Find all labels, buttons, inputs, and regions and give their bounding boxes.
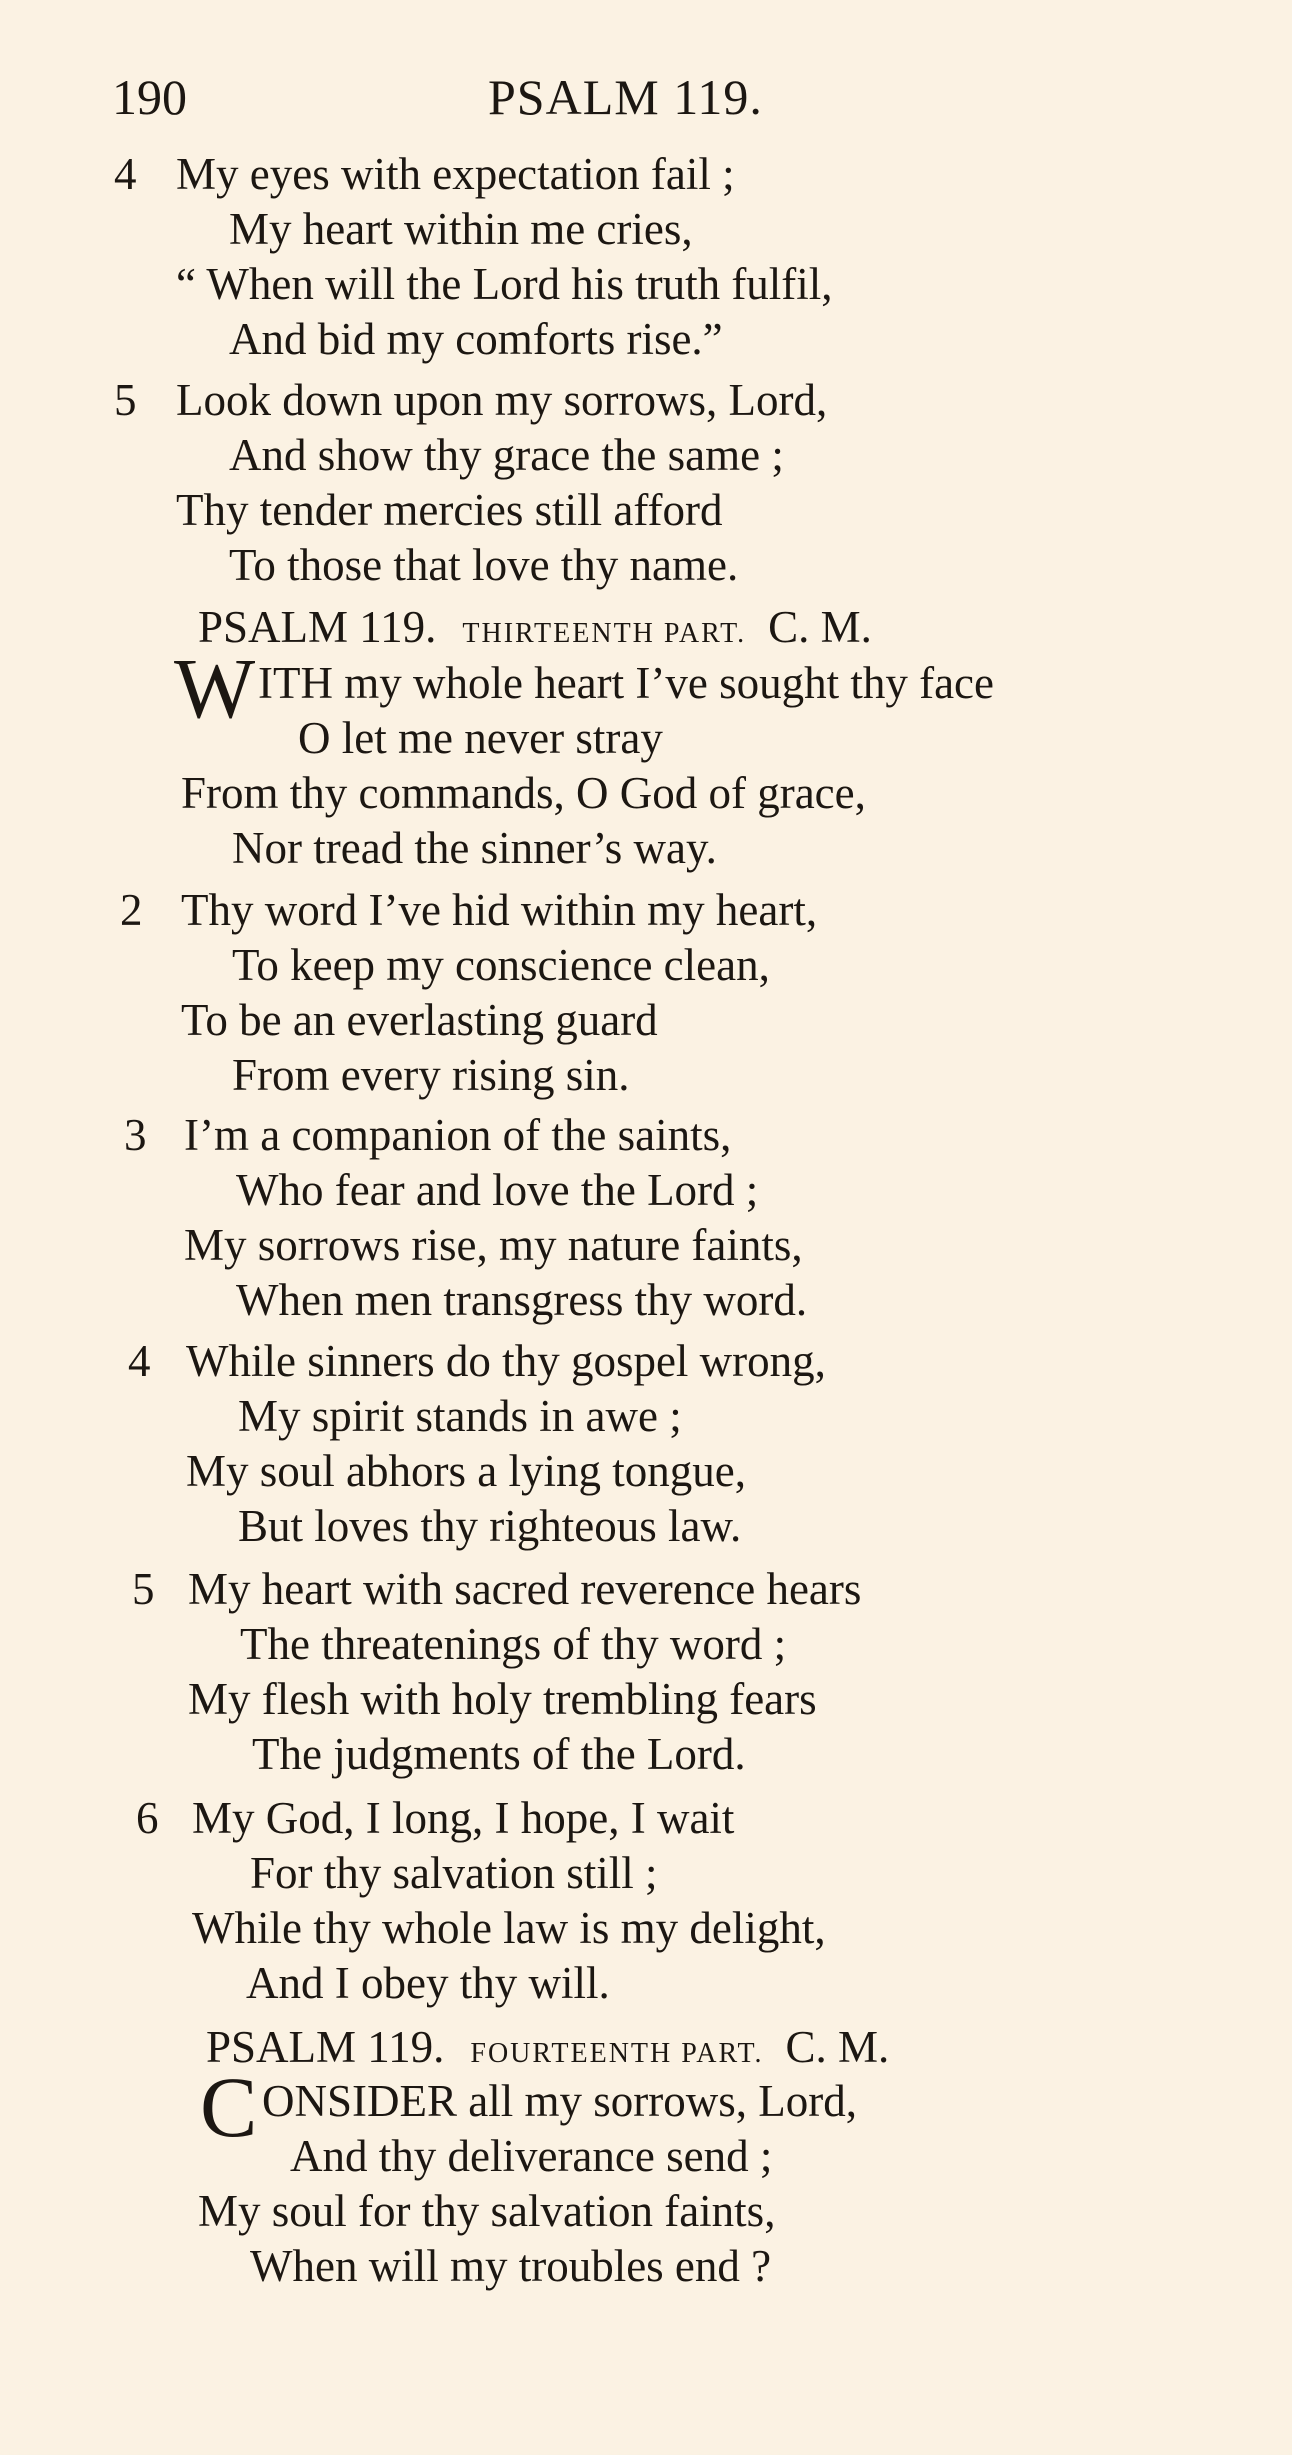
verse-line: To keep my conscience clean, (232, 940, 770, 990)
verse-line: When men transgress thy word. (236, 1275, 808, 1325)
heading-title: PSALM 119. (206, 2022, 445, 2072)
verse-line: My flesh with holy trembling fears (188, 1674, 817, 1724)
verse-line: And I obey thy will. (246, 1958, 610, 2008)
verse-number: 4 (114, 149, 137, 199)
heading-part: FOURTEENTH PART. (470, 2038, 764, 2069)
verse-line: For thy salvation still ; (250, 1848, 658, 1898)
verse-line: While sinners do thy gospel wrong, (186, 1336, 826, 1386)
verse-line: ONSIDER all my sorrows, Lord, (262, 2076, 857, 2126)
running-title: PSALM 119. (488, 69, 763, 125)
verse-line: But loves thy righteous law. (238, 1501, 742, 1551)
verse-number: 3 (124, 1110, 147, 1160)
verse-line: From thy commands, O God of grace, (181, 768, 866, 818)
heading-meter: C. M. (785, 2022, 890, 2072)
heading-title: PSALM 119. (198, 602, 437, 652)
verse-number: 5 (132, 1564, 155, 1614)
verse-line: Thy tender mercies still afford (176, 485, 723, 535)
verse-line: I’m a companion of the saints, (184, 1110, 732, 1160)
verse-line: My heart with sacred reverence hears (188, 1564, 862, 1614)
section-heading-thirteenth (198, 597, 872, 664)
verse-number: 6 (136, 1793, 159, 1843)
heading-part: THIRTEENTH PART. (462, 618, 747, 649)
verse-line: The judgments of the Lord. (252, 1729, 746, 1779)
verse-line: To be an everlasting guard (181, 995, 658, 1045)
verse-line: My eyes with expectation fail ; (176, 149, 735, 199)
drop-cap: W (174, 640, 256, 736)
verse-line: O let me never stray (298, 713, 663, 763)
verse-line: And bid my comforts rise.” (229, 314, 723, 364)
drop-cap: C (200, 2059, 258, 2155)
verse-line: To those that love thy name. (229, 540, 739, 590)
verse-line: And show thy grace the same ; (229, 430, 784, 480)
verse-number: 5 (114, 375, 137, 425)
verse-number: 2 (120, 885, 143, 935)
verse-line: My spirit stands in awe ; (238, 1391, 682, 1441)
heading-meter: C. M. (768, 602, 872, 652)
verse-line: Thy word I’ve hid within my heart, (181, 885, 818, 935)
verse-line: My sorrows rise, my nature faints, (184, 1220, 803, 1270)
verse-line: Nor tread the sinner’s way. (232, 823, 717, 873)
verse-line: My soul abhors a lying tongue, (186, 1446, 746, 1496)
verse-line: ITH my whole heart I’ve sought thy face (258, 658, 994, 708)
verse-line: “ When will the Lord his truth fulfil, (176, 259, 833, 309)
verse-line: The threatenings of thy word ; (240, 1619, 787, 1669)
verse-line: My God, I long, I hope, I wait (192, 1793, 735, 1843)
verse-line: And thy deliverance send ; (290, 2131, 773, 2181)
verse-line: While thy whole law is my delight, (192, 1903, 826, 1953)
verse-line: My heart within me cries, (229, 204, 693, 254)
verse-line: From every rising sin. (232, 1050, 630, 1100)
verse-line: Who fear and love the Lord ; (236, 1165, 759, 1215)
verse-number: 4 (128, 1336, 151, 1386)
verse-line: When will my troubles end ? (250, 2241, 772, 2291)
page-number: 190 (112, 69, 187, 125)
verse-line: Look down upon my sorrows, Lord, (176, 375, 828, 425)
verse-line: My soul for thy salvation faints, (198, 2186, 776, 2236)
running-head (0, 62, 1292, 132)
